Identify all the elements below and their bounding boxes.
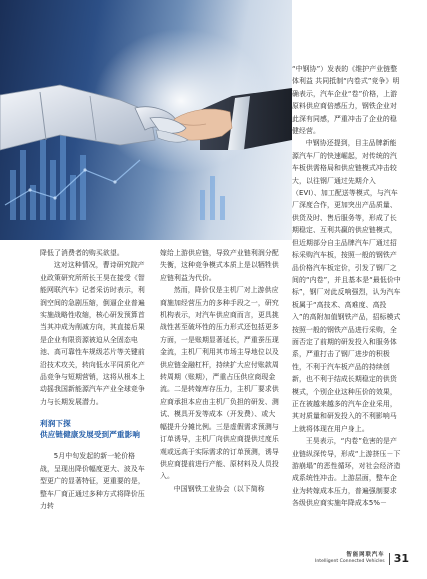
paragraph: 然而，降价仅是主机厂对上游供应商施加经营压力的多种手段之一，研究机构表示，对汽车供应商而言，更具挑战性甚至破坏性的压力形式还包括更多方面，一是账期显著延长，严重蚕压现金流，主机厂利用其市场主导地位以及供应链金融杠杆，持续扩大应付账款周转周期（账期），严重占压供应商现金流。二是转嫁库存压力，主机厂要求供应商承担本应由主机厂负担的研发、测试、模具开发等成本（开发费）、或大幅提升分摊比例。三是虚假需求预测与订单诱导，主机厂向供应商提供过度乐观或远高于实际需求的订单预测，诱导供应商提前进行产能、原材料及人员投入。 <box>160 286 279 481</box>
footer-divider <box>389 553 390 565</box>
section-heading <box>40 418 148 440</box>
page-footer <box>315 552 409 565</box>
magazine-brand <box>315 553 385 564</box>
text-column-1 <box>40 247 148 512</box>
paragraph: 降低了消费者的购买欲望。 <box>40 249 124 257</box>
section-heading-line1: 利润下探 <box>40 419 71 429</box>
text-column-2 <box>160 247 280 495</box>
hero-image-handshake <box>0 0 292 240</box>
paragraph: 中国钢铁工业协会（以下简称 <box>173 484 265 493</box>
paragraph: “中钢协”）发表的《维护产业链整体利益 共同抵制“内卷式”竞争》明确表示，汽车企业“卷”价格，上游原料供应商倍感压力，钢铁企业对此深有同感，严重冲击了企业的稳健经营。 <box>292 65 400 136</box>
page-number: 31 <box>393 552 409 565</box>
paragraph: 中钢协还提到，目主品牌新能源汽车厂的快速崛起，对传统的汽车板供需格局和供应链模式冲击较大，以往钢厂通过先期介入（EVI）、加工配送等模式，与汽车厂深度合作，更加突出产品质量、供货及时、售后服务等，形成了长期稳定、互利共赢的供应链模式，但近期部分自主品牌汽车厂通过招标采购汽车板，按照一般的钢铁产品价格汽车板定价，引发了钢厂之间的“内卷”，并且基本是“最低价中标”，钢厂对此反响强烈，认为汽车板属于“高技术、高难度、高投入”的高附加值钢铁产品，招标模式按照一般的钢铁产品进行采购，全面否定了前期的研发投入和服务体系，严重打击了钢厂进步的积极性，不利于汽车板产品的持续创新，也不利于结成长期稳定的供货模式，个别企业这种压价的效果，正在被越来越多的汽车企业采用，其对质量和研发投入的不利影响马上就将体现在用户身上。 <box>292 139 401 433</box>
handshake-illustration <box>0 0 292 240</box>
paragraph: 王昊表示，“内卷”危害的是产业链纵深传导，形成“上游挤压－下游崩塌”的恶性循环，对社会经济造成系统性冲击。上游层面，整车企业为转嫁成本压力，普遍强制要求各级供应商实施年降成本5%－ <box>292 437 401 508</box>
text-column-3 <box>292 63 402 510</box>
paragraph: 嫁给上游供应链，导致产业链利润分配失衡，这种竞争模式本质上是以牺牲供应链利益为代价。 <box>160 249 279 282</box>
paragraph: 这对这种情况，曹诗研究院产业政策研究所所长王昊在接受《智能网联汽车》记者采访时表示，利润空间的急剧压缩，倒逼企业普遍实施战略性收缩，核心研发预算首当其冲成为削减方向，其直接后果是企业有限资源被迫从全固态电池、高可靠性车规级芯片等关键前沿技术攻关，转向低水平同质化产品竞争与短期营销，这将从根本上动摇我国新能源汽车产业全球竞争力与长期发展潜力。 <box>40 261 145 406</box>
brand-name-cn: 智能网联汽车 <box>346 551 385 558</box>
paragraph: 5月中旬发起的新一轮价格战，呈现出降价幅度更大、波及车型更广的显著特征，更重要的是，整车厂商正通过多种方式将降价压力转 <box>40 452 145 510</box>
brand-name-en: Intelligent Connected Vehicles <box>315 558 385 564</box>
section-heading-line2: 供应链健康发展受到严重影响 <box>40 430 141 440</box>
